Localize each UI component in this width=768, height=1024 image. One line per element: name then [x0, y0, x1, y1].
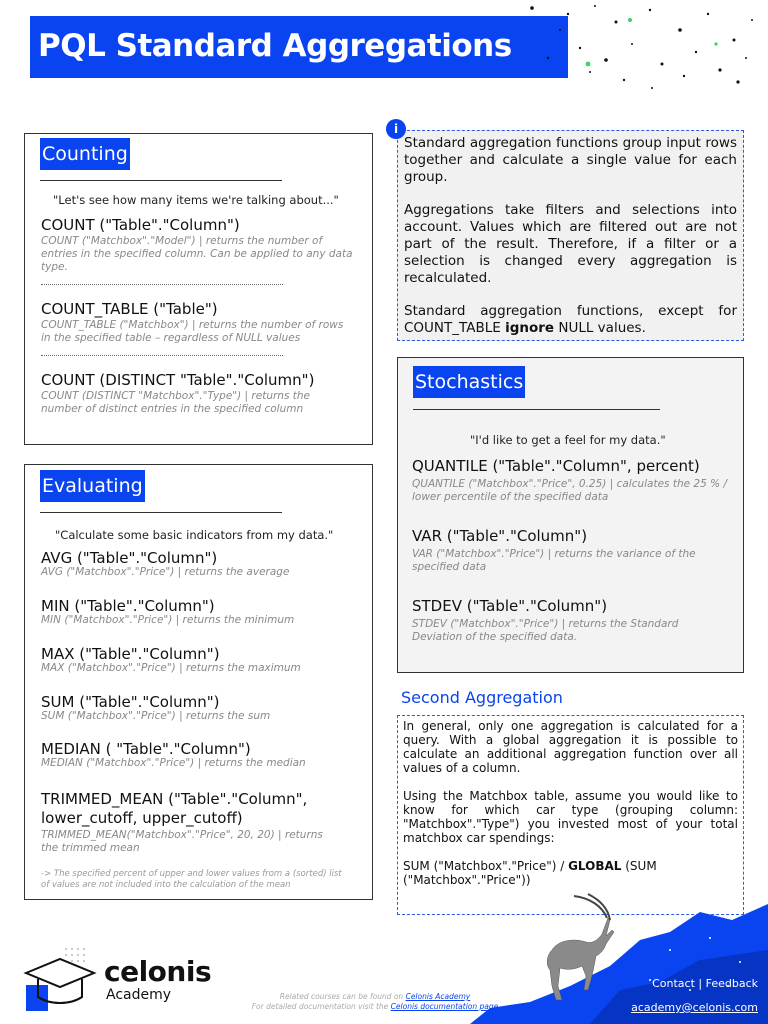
var-description: VAR ("Matchbox"."Price") | returns the variance of the specified data	[412, 548, 696, 573]
logo-subtitle: Academy	[106, 987, 172, 1003]
second-paragraph-2: Using the Matchbox table, assume you would like to know for which car type (grouping column: "Matchbox"."Type") you invested most of your total matchbox car spendings:	[403, 789, 738, 845]
counting-heading-rule	[40, 180, 282, 181]
info-paragraph-3	[404, 303, 737, 337]
logo-name: celonis	[104, 955, 212, 988]
stochastics-heading: Stochastics	[413, 366, 525, 398]
info-icon: i	[386, 119, 406, 139]
evaluating-quote: "Calculate some basic indicators from my data."	[55, 528, 334, 542]
max-function: MAX ("Table"."Column")	[41, 645, 220, 663]
trimmed-mean-note: -> The specified percent of upper and lower values from a (sorted) list of values are not included into the calculation of the mean	[41, 869, 342, 890]
evaluating-heading-rule	[40, 512, 282, 513]
evaluating-heading: Evaluating	[40, 470, 145, 502]
info-p3-text-a: Standard aggregation functions, except for COUNT_TABLE	[404, 303, 737, 337]
info-box	[397, 130, 744, 341]
avg-description: AVG ("Matchbox"."Price") | returns the average	[41, 566, 290, 578]
info-paragraph-2: Aggregations take filters and selections into account. Values which are filtered out are not part of the result. Therefore, if a filter or a selection is changed every aggregation is recalculated.	[404, 202, 737, 286]
graduation-cap-icon	[22, 945, 102, 1015]
second-paragraph-1: In general, only one aggregation is calculated for a query. With a global aggregation it is possible to calculate an additional aggregation function over all values of a column.	[403, 719, 738, 775]
trimmed-mean-description: TRIMMED_MEAN("Matchbox"."Price", 20, 20) | returns the trimmed mean	[41, 829, 323, 854]
contact-feedback-link[interactable]: Contact | Feedback	[652, 977, 758, 990]
counting-card	[24, 133, 373, 445]
second-paragraph-3	[403, 859, 738, 887]
count-table-function: COUNT_TABLE ("Table")	[41, 300, 218, 318]
quantile-description: QUANTILE ("Matchbox"."Price", 0.25) | calculates the 25 % / lower percentile of the specified data	[412, 478, 727, 503]
celonis-academy-link[interactable]: Celonis Academy	[405, 992, 471, 1001]
info-p3-text-c: NULL values.	[554, 320, 646, 337]
evaluating-card	[24, 464, 373, 900]
median-function: MEDIAN ( "Table"."Column")	[41, 740, 251, 758]
avg-function: AVG ("Table"."Column")	[41, 549, 218, 567]
sum-description: SUM ("Matchbox"."Price") | returns the sum	[41, 710, 271, 722]
related-courses-text	[230, 992, 520, 1012]
related-text-a: Related courses can be found on	[279, 992, 406, 1001]
second-p3-bold: GLOBAL	[568, 859, 622, 873]
min-function: MIN ("Table"."Column")	[41, 597, 215, 615]
related-text-b: For detailed documentation visit the	[251, 1002, 391, 1011]
separator	[41, 355, 283, 356]
info-p3-bold: ignore	[505, 320, 555, 337]
decorative-dots-icon	[520, 0, 768, 100]
second-p3-text-a: SUM ("Matchbox"."Price") /	[403, 859, 569, 873]
quantile-function: QUANTILE ("Table"."Column", percent)	[412, 457, 700, 475]
title-banner	[30, 16, 568, 78]
count-distinct-description: COUNT (DISTINCT "Matchbox"."Type") | returns the number of distinct entries in the specified column	[41, 390, 310, 415]
celonis-documentation-link[interactable]: Celonis documentation page	[390, 1002, 499, 1011]
trimmed-mean-function: TRIMMED_MEAN ("Table"."Column", lower_cutoff, upper_cutoff)	[41, 790, 308, 827]
median-description: MEDIAN ("Matchbox"."Price") | returns the median	[41, 757, 306, 769]
min-description: MIN ("Matchbox"."Price") | returns the minimum	[41, 614, 295, 626]
stochastics-heading-rule	[413, 409, 660, 410]
celonis-academy-logo	[22, 945, 222, 1015]
count-description: COUNT ("Matchbox"."Model") | returns the number of entries in the specified column. Can be applied to any data type.	[41, 235, 353, 273]
second-aggregation-box	[397, 715, 744, 915]
max-description: MAX ("Matchbox"."Price") | returns the maximum	[41, 662, 301, 674]
info-paragraph-1: Standard aggregation functions group input rows together and calculate a single value for each group.	[404, 135, 737, 185]
separator	[41, 284, 283, 285]
counting-heading: Counting	[40, 138, 130, 170]
count-table-description: COUNT_TABLE ("Matchbox") | returns the number of rows in the specified table – regardless of NULL values	[41, 319, 344, 344]
academy-email-link[interactable]: academy@celonis.com	[631, 1001, 758, 1014]
var-function: VAR ("Table"."Column")	[412, 527, 588, 545]
count-function: COUNT ("Table"."Column")	[41, 216, 240, 234]
stochastics-card	[397, 357, 744, 673]
second-aggregation-title: Second Aggregation	[401, 688, 563, 707]
count-distinct-function: COUNT (DISTINCT "Table"."Column")	[41, 371, 315, 389]
page-title: PQL Standard Aggregations	[38, 28, 512, 64]
stdev-description: STDEV ("Matchbox"."Price") | returns the Standard Deviation of the specified data.	[412, 618, 679, 643]
counting-quote: "Let's see how many items we're talking about..."	[53, 193, 339, 207]
stdev-function: STDEV ("Table"."Column")	[412, 597, 608, 615]
stochastics-quote: "I'd like to get a feel for my data."	[470, 433, 666, 447]
second-p3-text-c: (SUM ("Matchbox"."Price"))	[403, 859, 657, 887]
sum-function: SUM ("Table"."Column")	[41, 693, 220, 711]
